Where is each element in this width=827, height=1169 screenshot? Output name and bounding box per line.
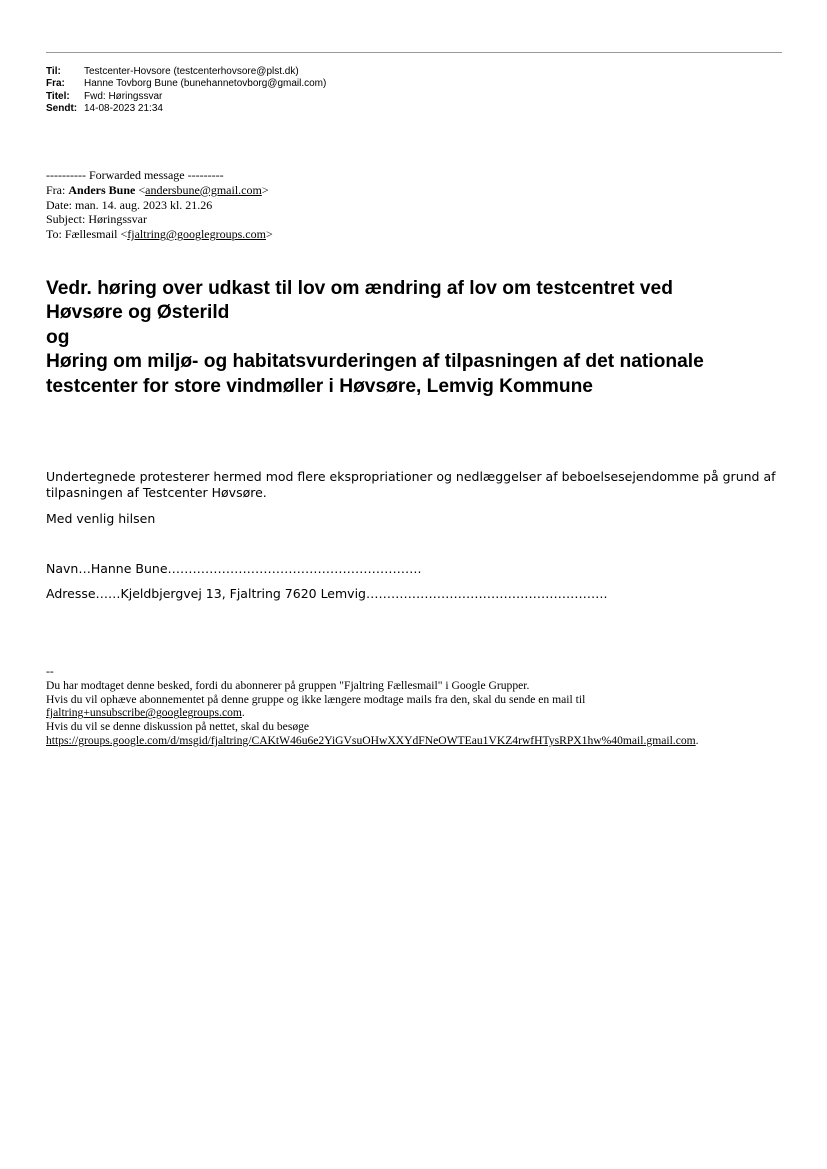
- forwarded-separator: ---------- Forwarded message ---------: [46, 168, 224, 182]
- forwarded-from-email-link[interactable]: andersbune@gmail.com: [145, 182, 262, 197]
- footer-line-3: Hvis du vil se denne diskussion på nettet, skal du besøge: [46, 720, 310, 734]
- email-header: [46, 66, 326, 115]
- footer-url-line: [46, 734, 699, 748]
- footer-dashes: --: [46, 665, 54, 678]
- name-line: Navn…Hanne Bune…………………………………………………….: [46, 561, 422, 576]
- forwarded-from-open: <: [135, 182, 146, 197]
- heading-line-3: og: [46, 326, 70, 348]
- sent-label: Sendt:: [46, 102, 78, 114]
- forwarded-from-name: Anders Bune: [68, 182, 136, 197]
- to-label: Til:: [46, 66, 61, 77]
- heading-line-1: Vedr. høring over udkast til lov om ændring af lov om testcentret ved: [46, 278, 673, 299]
- title-value: Fwd: Høringssvar: [84, 90, 163, 102]
- forwarded-to-close: >: [265, 227, 273, 242]
- footer-unsubscribe-line: [46, 706, 699, 720]
- document-heading: [46, 277, 786, 399]
- footer-period: .: [241, 706, 245, 720]
- from-label: Fra:: [46, 78, 65, 90]
- forwarded-block: [46, 168, 273, 242]
- footer-line-1: Du har modtaget denne besked, fordi du abonnerer på gruppen "Fjaltring Fællesmail" i Google Grupper.: [46, 678, 530, 692]
- heading-line-2: Høvsøre og Østerild: [46, 302, 230, 324]
- address-line: Adresse……Kjeldbjergvej 13, Fjaltring 7620 Lemvig………………………………………………….: [46, 586, 608, 601]
- heading-line-5: testcenter for store vindmøller i Høvsøre, Lemvig Kommune: [46, 375, 593, 397]
- forwarded-date-line: Date: man. 14. aug. 2023 kl. 21.26: [46, 197, 213, 212]
- heading-line-4: Høring om miljø- og habitatsvurderingen af tilpasningen af det nationale: [46, 351, 704, 373]
- forwarded-from-label: Fra:: [46, 182, 66, 197]
- forwarded-from-close: >: [261, 182, 269, 197]
- protest-paragraph: Undertegnede protesterer hermed mod flere ekspropriationer og nedlæggelser af beboelsesejendomme på grund af tilpasningen af Testcenter Høvsøre.: [46, 469, 776, 500]
- forwarded-from-line: [46, 183, 273, 198]
- title-label: Titel:: [46, 90, 70, 102]
- google-groups-footer: [46, 665, 699, 748]
- discussion-url-link[interactable]: https://groups.google.com/d/msgid/fjaltring/CAKtW46u6e2YiGVsuOHwXXYdFNeOWTEau1VKZ4rwfHTysRPX1hw%40mail.gmail.com: [46, 733, 696, 747]
- to-value: Testcenter-Hovsore (testcenterhovsore@plst.dk): [84, 66, 299, 77]
- forwarded-to-prefix: To: Fællesmail <: [46, 227, 128, 242]
- closing-greeting: Med venlig hilsen: [46, 511, 156, 526]
- top-divider: [46, 52, 782, 53]
- footer-period-2: .: [695, 733, 699, 747]
- forwarded-subject-line: Subject: Høringssvar: [46, 212, 147, 227]
- sent-value: 14-08-2023 21:34: [84, 102, 163, 114]
- forwarded-to-line: [46, 227, 273, 242]
- from-value: Hanne Tovborg Bune (bunehannetovborg@gmail.com): [84, 78, 327, 90]
- title-row: [46, 91, 326, 103]
- sent-row: [46, 103, 326, 115]
- from-row: [46, 78, 326, 90]
- footer-line-2: Hvis du vil ophæve abonnementet på denne gruppe og ikke længere modtage mails fra den, skal du sende en mail til: [46, 692, 586, 706]
- forwarded-to-email-link[interactable]: fjaltring@googlegroups.com: [127, 227, 266, 242]
- unsubscribe-email-link[interactable]: fjaltring+unsubscribe@googlegroups.com: [46, 706, 242, 720]
- to-row: [46, 66, 326, 78]
